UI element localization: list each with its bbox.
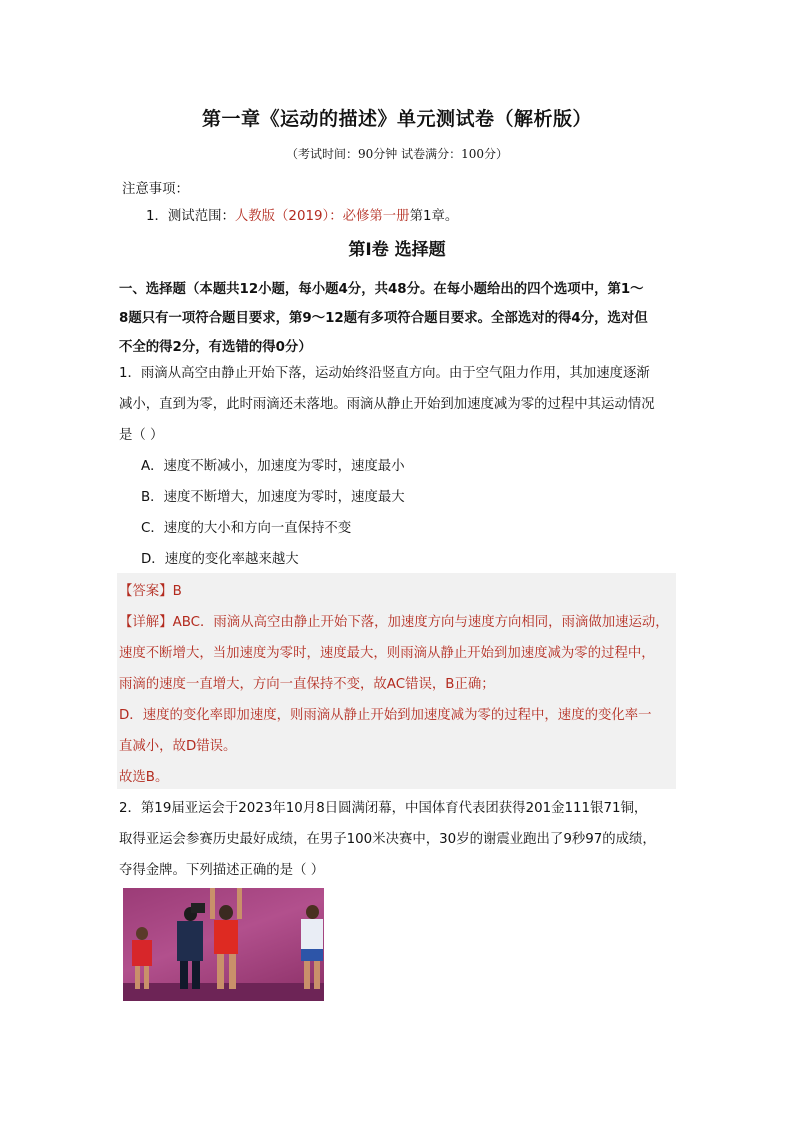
- part1-line: 一、选择题（本题共12小题，每小题4分，共48分。在每小题给出的四个选项中，第1～: [119, 282, 644, 297]
- q1-detail-line: 故选B。: [119, 770, 169, 785]
- q1-option-a: A．速度不断减小，加速度为零时，速度最小: [141, 459, 405, 474]
- q1-stem-line: 减小，直到为零，此时雨滴还未落地。雨滴从静止开始到加速度减为零的过程中其运动情况: [119, 397, 655, 412]
- page-title: 第一章《运动的描述》单元测试卷（解析版）: [201, 108, 592, 130]
- notes-item-1-suffix: 第1章。: [409, 209, 459, 224]
- notes-heading: 注意事项：: [122, 182, 189, 197]
- q1-option-d: D．速度的变化率越来越大: [141, 552, 299, 567]
- q1-detail-line: 雨滴的速度一直增大，方向一直保持不变，故AC错误，B正确；: [119, 677, 495, 692]
- athlete-center: [209, 888, 243, 989]
- photographer: [175, 903, 205, 989]
- part1-line: 不全的得2分，有选错的得0分）: [119, 340, 312, 355]
- q1-detail-line: [119, 611, 669, 630]
- q1-detail-line: 速度不断增大，当加速度为零时，速度最大，则雨滴从静止开始到加速度减为零的过程中，: [119, 646, 655, 661]
- answer-label: 【答案】: [119, 584, 173, 599]
- notes-item-1-scope: 人教版（2019）：必修第一册: [234, 209, 410, 224]
- q1-detail-line: 直减小，故D错误。: [119, 739, 237, 754]
- athlete-right: [299, 905, 324, 989]
- q1-option-c: C．速度的大小和方向一直保持不变: [141, 521, 352, 536]
- q1-option-b: B．速度不断增大，加速度为零时，速度最大: [141, 490, 405, 505]
- notes-item-1-prefix: 1．测试范围：: [146, 209, 235, 224]
- section-title: 第Ⅰ卷 选择题: [348, 240, 446, 260]
- answer-value: B: [172, 584, 182, 599]
- notes-item-1: [146, 205, 458, 224]
- q1-detail-line: D．速度的变化率即加速度，则雨滴从静止开始到加速度减为零的过程中，速度的变化率一: [119, 708, 652, 723]
- detail-text: ABC．雨滴从高空由静止开始下落，加速度方向与速度方向相同，雨滴做加速运动，: [172, 615, 669, 630]
- athletes-photo: [123, 888, 324, 1001]
- exam-info: （考试时间：90分钟 试卷满分：100分）: [286, 147, 508, 161]
- q1-stem-line: 是（ ）: [119, 428, 164, 443]
- q2-stem-line: 取得亚运会参赛历史最好成绩，在男子100米决赛中，30岁的谢震业跑出了9秒97的成绩，: [119, 832, 656, 847]
- q1-answer: [119, 580, 182, 599]
- q2-stem-line: 2．第19届亚运会于2023年10月8日圆满闭幕，中国体育代表团获得201金111银71铜，: [119, 801, 648, 816]
- q1-stem-line: 1．雨滴从高空由静止开始下落，运动始终沿竖直方向。由于空气阻力作用，其加速度逐渐: [119, 366, 650, 381]
- q2-stem-line: 夺得金牌。下列描述正确的是（ ）: [119, 863, 325, 878]
- detail-label: 【详解】: [119, 615, 173, 630]
- athlete-left: [131, 927, 153, 989]
- part1-line: 8题只有一项符合题目要求，第9～12题有多项符合题目要求。全部选对的得4分，选对但: [119, 311, 648, 326]
